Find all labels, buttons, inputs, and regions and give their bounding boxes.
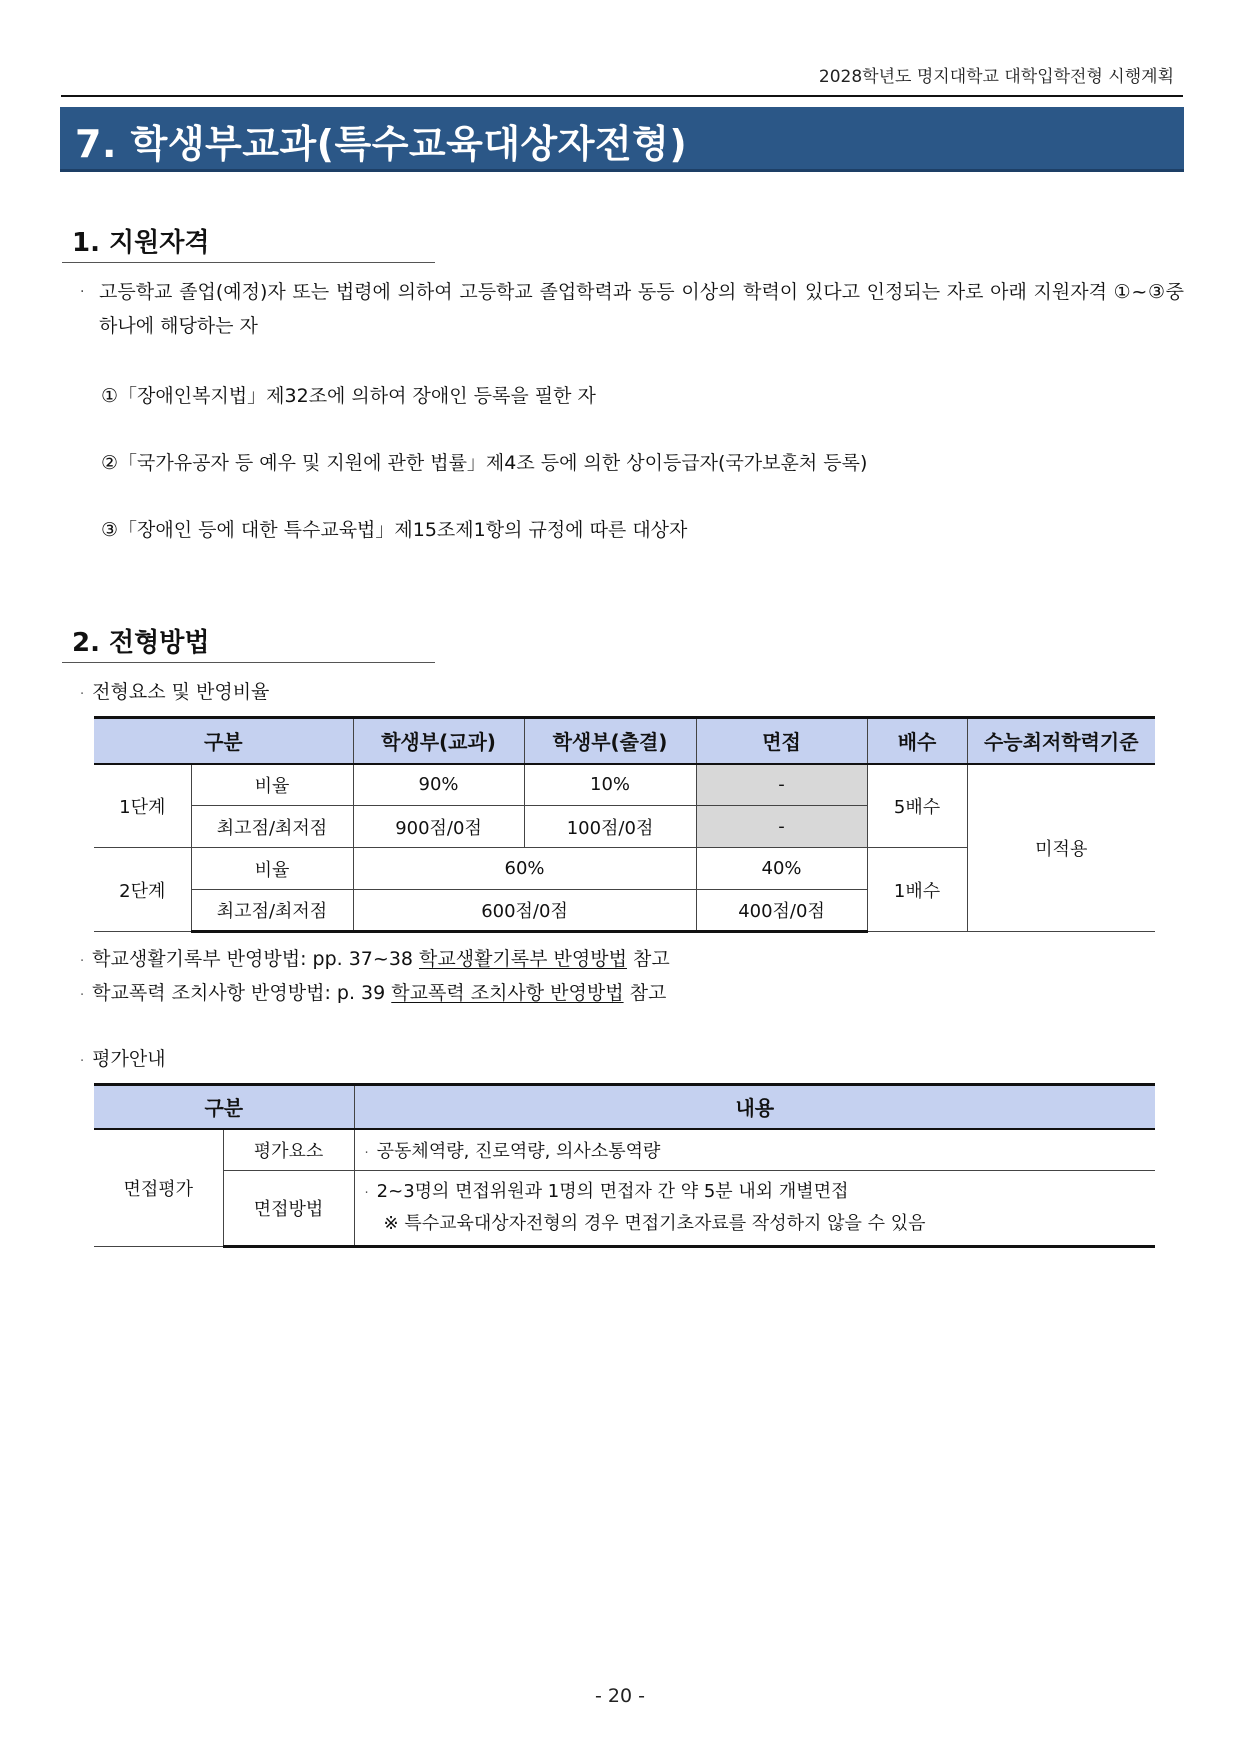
cell-interview: 40% — [696, 848, 867, 890]
cell-academic: 90% — [353, 764, 524, 806]
running-header: 2028학년도 명지대학교 대학입학전형 시행계획 — [818, 67, 1174, 87]
header-category: 구분 — [94, 1085, 354, 1129]
section-underline — [62, 262, 435, 263]
note-suffix: 참고 — [626, 948, 670, 970]
note-text: 학교폭력 조치사항 반영방법: p. 39 — [92, 982, 392, 1004]
eval-label-text: 평가안내 — [92, 1048, 166, 1070]
cell-content — [354, 1129, 1155, 1171]
header-content: 내용 — [354, 1085, 1155, 1129]
reference-link[interactable]: 학교생활기록부 반영방법 — [419, 948, 627, 970]
header-rule — [61, 95, 1183, 97]
bullet-dot: · — [364, 1145, 369, 1161]
ratio-label-text: 전형요소 및 반영비율 — [92, 681, 270, 703]
header-academic: 학생부(교과) — [353, 718, 524, 764]
header-interview: 면접 — [696, 718, 867, 764]
reference-note — [80, 944, 670, 971]
header-min-standard: 수능최저학력기준 — [967, 718, 1155, 764]
header-multiple: 배수 — [867, 718, 967, 764]
cell-interview: - — [696, 806, 867, 848]
section-heading: 2. 전형방법 — [72, 628, 210, 658]
eval-label — [80, 1044, 166, 1071]
stage-label: 2단계 — [94, 848, 191, 932]
eligibility-item: ②「국가유공자 등 예우 및 지원에 관한 법률」제4조 등에 의한 상이등급자(국가보훈처 등록) — [101, 452, 868, 474]
note-suffix: 참고 — [623, 982, 667, 1004]
cell-attendance: 100점/0점 — [524, 806, 696, 848]
ratio-label — [80, 677, 269, 704]
cell-interview: 400점/0점 — [696, 890, 867, 932]
bullet-dot: · — [364, 1186, 369, 1201]
cell-attendance: 10% — [524, 764, 696, 806]
content-text: 2~3명의 면접위원과 1명의 면접자 간 약 5분 내외 개별면접 — [376, 1181, 849, 1202]
content-note: ※ 특수교육대상자전형의 경우 면접기초자료를 작성하지 않을 수 있음 — [383, 1213, 926, 1234]
cell-content — [354, 1171, 1155, 1247]
eval-category: 면접평가 — [94, 1129, 223, 1247]
cell-record: 60% — [353, 848, 696, 890]
note-text: 학교생활기록부 반영방법: pp. 37~38 — [92, 948, 420, 970]
eligibility-item: ③「장애인 등에 대한 특수교육법」제15조제1항의 규정에 따른 대상자 — [101, 519, 688, 541]
header-attendance: 학생부(출결) — [524, 718, 696, 764]
row-label: 면접방법 — [223, 1171, 354, 1247]
row-label: 최고점/최저점 — [191, 806, 353, 848]
cell-min-standard: 미적용 — [967, 764, 1155, 932]
chapter-title: 7. 학생부교과(특수교육대상자전형) — [75, 122, 688, 166]
content-text: 공동체역량, 진로역량, 의사소통역량 — [376, 1140, 661, 1162]
eligibility-item: ①「장애인복지법」제32조에 의하여 장애인 등록을 필한 자 — [101, 385, 596, 407]
row-label: 비율 — [191, 848, 353, 890]
selection-table — [94, 716, 1155, 933]
eligibility-intro-text: 고등학교 졸업(예정)자 또는 법령에 의하여 고등학교 졸업학력과 동등 이상의 학력이 있다고 인정되는 자로 아래 지원자격 ①~③중 하나에 해당하는 자 — [99, 281, 1184, 337]
bullet-dot: · — [80, 1054, 85, 1069]
row-label: 비율 — [191, 764, 353, 806]
bullet-dot: · — [80, 687, 85, 702]
reference-note — [80, 978, 666, 1005]
cell-multiple: 5배수 — [867, 764, 967, 848]
cell-record: 600점/0점 — [353, 890, 696, 932]
row-label: 평가요소 — [223, 1129, 354, 1171]
section-underline — [62, 662, 435, 663]
cell-interview: - — [696, 764, 867, 806]
bullet-dot: · — [80, 988, 85, 1003]
header-category: 구분 — [94, 718, 353, 764]
cell-academic: 900점/0점 — [353, 806, 524, 848]
section-heading: 1. 지원자격 — [72, 228, 210, 258]
cell-multiple: 1배수 — [867, 848, 967, 932]
chapter-title-bar — [60, 107, 1184, 172]
page-number: - 20 - — [595, 1685, 645, 1707]
bullet-dot: · — [80, 954, 85, 969]
eligibility-intro — [80, 275, 1184, 343]
evaluation-table — [94, 1083, 1155, 1248]
bullet-dot: · — [80, 284, 85, 300]
stage-label: 1단계 — [94, 764, 191, 848]
reference-link[interactable]: 학교폭력 조치사항 반영방법 — [391, 982, 624, 1004]
row-label: 최고점/최저점 — [191, 890, 353, 932]
